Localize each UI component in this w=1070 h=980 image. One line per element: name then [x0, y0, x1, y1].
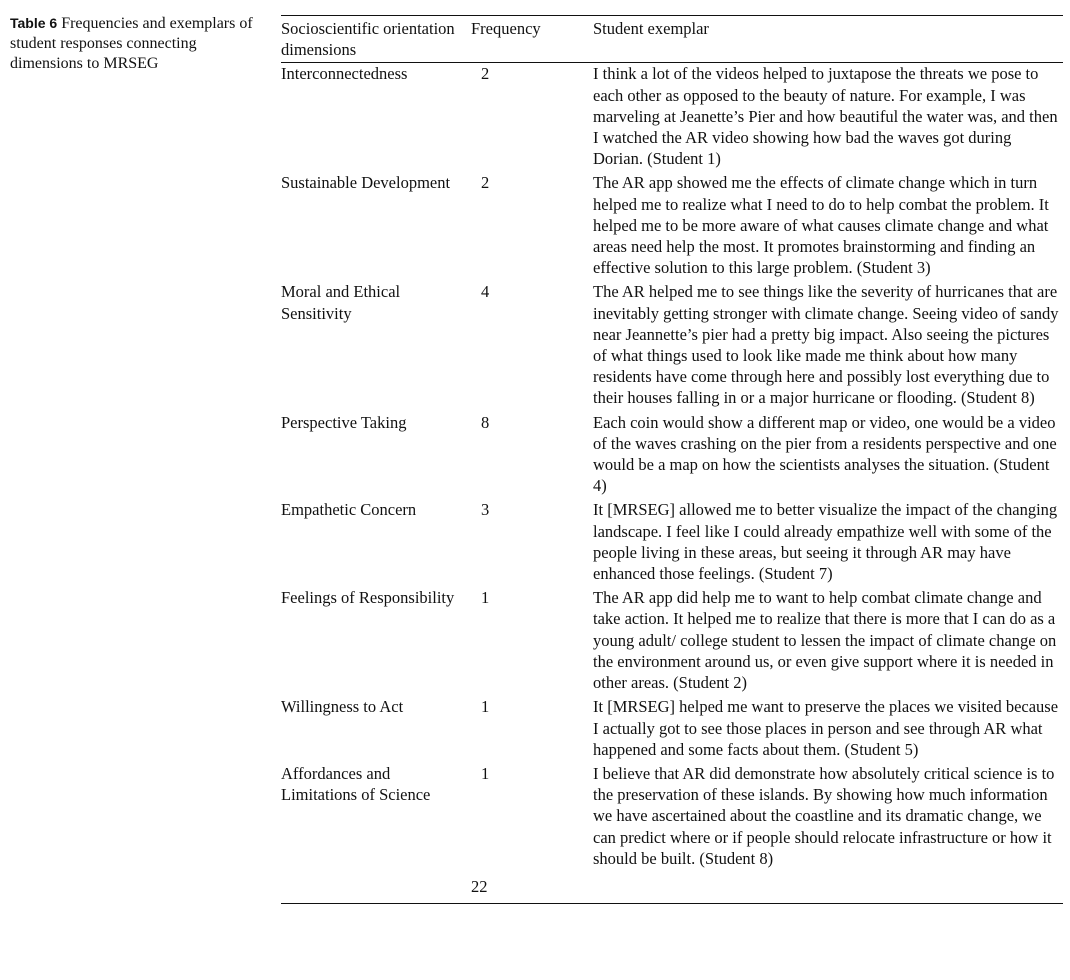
table-row [281, 763, 1063, 872]
dimension-cell: Willingness to Act [281, 697, 404, 717]
table-label: Table 6 [10, 15, 58, 31]
table-row [281, 696, 1063, 763]
column-header-frequency: Frequency [471, 16, 593, 63]
table-caption-text: Frequencies and exemplars of student responses connecting dimensions to MRSEG [10, 15, 253, 72]
total-spacer-cell [593, 872, 1063, 904]
table-caption [10, 13, 260, 74]
frequency-cell: 1 [481, 588, 490, 608]
table-row [281, 499, 1063, 587]
exemplar-cell: It [MRSEG] helped me want to preserve the places we visited because I actually got to see those places in person and see through AR what happened and some facts about them. (Student 5) [593, 697, 1059, 759]
total-frequency-cell: 22 [471, 872, 593, 904]
dimension-cell: Moral and Ethical Sensitivity [281, 282, 401, 323]
frequency-cell: 1 [481, 763, 490, 783]
exemplar-cell: The AR app did help me to want to help combat climate change and take action. It helped me to realize that there is more that I can do as a young adult/ college student to lessen the impact of climate change on the environment around us, or even give support where it is needed in other areas. (Student 2) [593, 588, 1057, 693]
frequency-table [281, 15, 1063, 904]
table-row [281, 63, 1063, 173]
dimension-cell: Perspective Taking [281, 412, 407, 432]
dimension-cell: Interconnectedness [281, 64, 408, 84]
table-row [281, 281, 1063, 411]
table-row [281, 172, 1063, 281]
frequency-cell: 3 [481, 500, 490, 520]
dimension-cell: Empathetic Concern [281, 500, 417, 520]
frequency-cell: 2 [481, 64, 490, 84]
frequency-cell: 2 [481, 173, 490, 193]
exemplar-cell: Each coin would show a different map or video, one would be a video of the waves crashing on the pier from a residents perspective and one would be a map on how the scientists analyses the situation. (Student 4) [593, 412, 1057, 496]
frequency-cell: 4 [481, 282, 490, 302]
frequency-cell: 8 [481, 412, 490, 432]
exemplar-cell: The AR helped me to see things like the severity of hurricanes that are inevitably getting stronger with climate change. Seeing video of sandy near Jeannette’s pier had a pretty big impact. Also seeing the pictures of what things used to look like made me think about how many residents have come through here and possibly lost everything due to their houses falling in or a major hurricane or flooding. (Student 8) [593, 282, 1059, 408]
exemplar-cell: I believe that AR did demonstrate how absolutely critical science is to the preservation of these islands. By showing how much information we have ascertained about the coastline and its dramatic change, we can predict where or if people should relocate infrastructure or how it should be built. (Student 8) [593, 763, 1055, 868]
dimension-cell: Sustainable Development [281, 173, 451, 193]
frequency-cell: 1 [481, 697, 490, 717]
table-total-row [281, 872, 1063, 904]
total-spacer-cell [281, 872, 471, 904]
dimension-cell: Feelings of Responsibility [281, 588, 455, 608]
table-header-row [281, 16, 1063, 63]
exemplar-cell: I think a lot of the videos helped to juxtapose the threats we pose to each other as opposed to the beauty of nature. For example, I was marveling at Jeanette’s Pier and how beautiful the water was, and then I watched the AR video showing how bad the waves got during Dorian. (Student 1) [593, 64, 1058, 169]
exemplar-cell: It [MRSEG] allowed me to better visualize the impact of the changing landscape. I feel like I could already empathize well with some of the people living in these areas, but seeing it through AR may have enhanced those feelings. (Student 7) [593, 500, 1058, 584]
column-header-dimension: Socioscientific orientation dimensions [281, 16, 471, 63]
dimension-cell: Affordances and Limitations of Science [281, 763, 431, 805]
table-row [281, 587, 1063, 696]
exemplar-cell: The AR app showed me the effects of climate change which in turn helped me to realize what I need to do to help combat the problem. It helped me to be more aware of what causes climate change and what areas need help the most. It promotes brainstorming and finding an effective solution to this large problem. (Student 3) [593, 173, 1049, 278]
column-header-exemplar: Student exemplar [593, 16, 1063, 63]
results-table [281, 15, 1063, 904]
table-row [281, 412, 1063, 500]
